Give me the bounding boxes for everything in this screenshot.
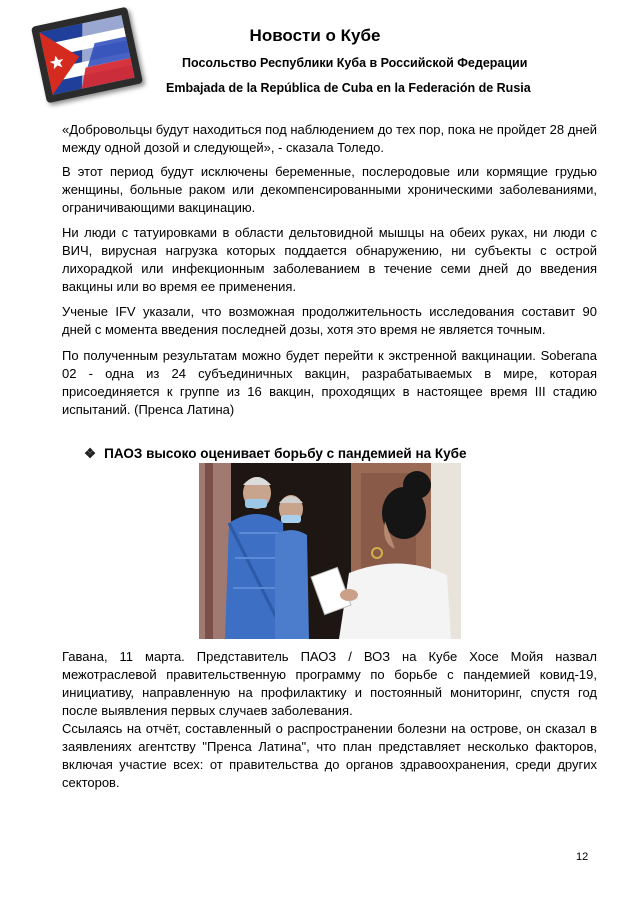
diamond-bullet-icon: ❖ xyxy=(84,446,97,461)
paragraph: «Добровольцы будут находиться под наблюдением до тех пор, пока не пройдет 28 дней между одной дозой и следующей», - сказала Толедо. xyxy=(62,122,597,155)
page-number: 12 xyxy=(576,851,589,863)
section-heading xyxy=(84,446,466,462)
paragraph: Ссылаясь на отчёт, составленный о распространении болезни на острове, он сказал в заявлениях агентству "Пренса Латина", что план представляет несколько факторов, включая участие всех: от правительства до органов здравоохранения, среди других секторов. xyxy=(62,721,597,790)
paragraph: По полученным результатам можно будет перейти к экстренной вакцинации. Soberana 02 - одна из 24 субъединичных вакцин, разрабатываемых в мире, которая присоединяется к группе из 16 вакцин, проходящих в настоящее время III стадию испытаний. (Пренса Латина) xyxy=(62,348,597,417)
news-photo xyxy=(199,463,461,639)
embassy-name-es: Embajada de la República de Cuba en la Federación de Rusia xyxy=(166,81,531,95)
section-heading-text: ПАОЗ высоко оценивает борьбу с пандемией на Кубе xyxy=(104,446,467,461)
page-title: Новости о Кубе xyxy=(249,26,381,45)
paragraph: Ученые IFV указали, что возможная продолжительность исследования составит 90 дней с момента введения последней дозы, хотя это время не является точным. xyxy=(62,304,597,337)
paragraph: Ни люди с татуировками в области дельтовидной мышцы на обеих руках, ни люди с ВИЧ, вирусная нагрузка которых поддается обнаружению, ни субъекты с острой лихорадкой или инфекционным заболеванием в течение семи дней до введения вакцины или во время ее применения. xyxy=(62,225,597,294)
embassy-name-ru: Посольство Республики Куба в Российской Федерации xyxy=(182,56,528,70)
cuba-russia-flag-logo xyxy=(31,7,143,104)
paragraph: В этот период будут исключены беременные, послеродовые или кормящие грудью женщины, больные раком или декомпенсированными хроническими заболеваниями, ограничивающими вакцинацию. xyxy=(62,164,597,215)
paragraph: Гавана, 11 марта. Представитель ПАОЗ / ВОЗ на Кубе Хосе Мойя назвал межотраслевой правительственную программу по борьбе с пандемией ковид-19, инициативу, направленную на профилактику и постоянный мониторинг, спустя год после выявления первых случаев заболевания. xyxy=(62,649,597,718)
